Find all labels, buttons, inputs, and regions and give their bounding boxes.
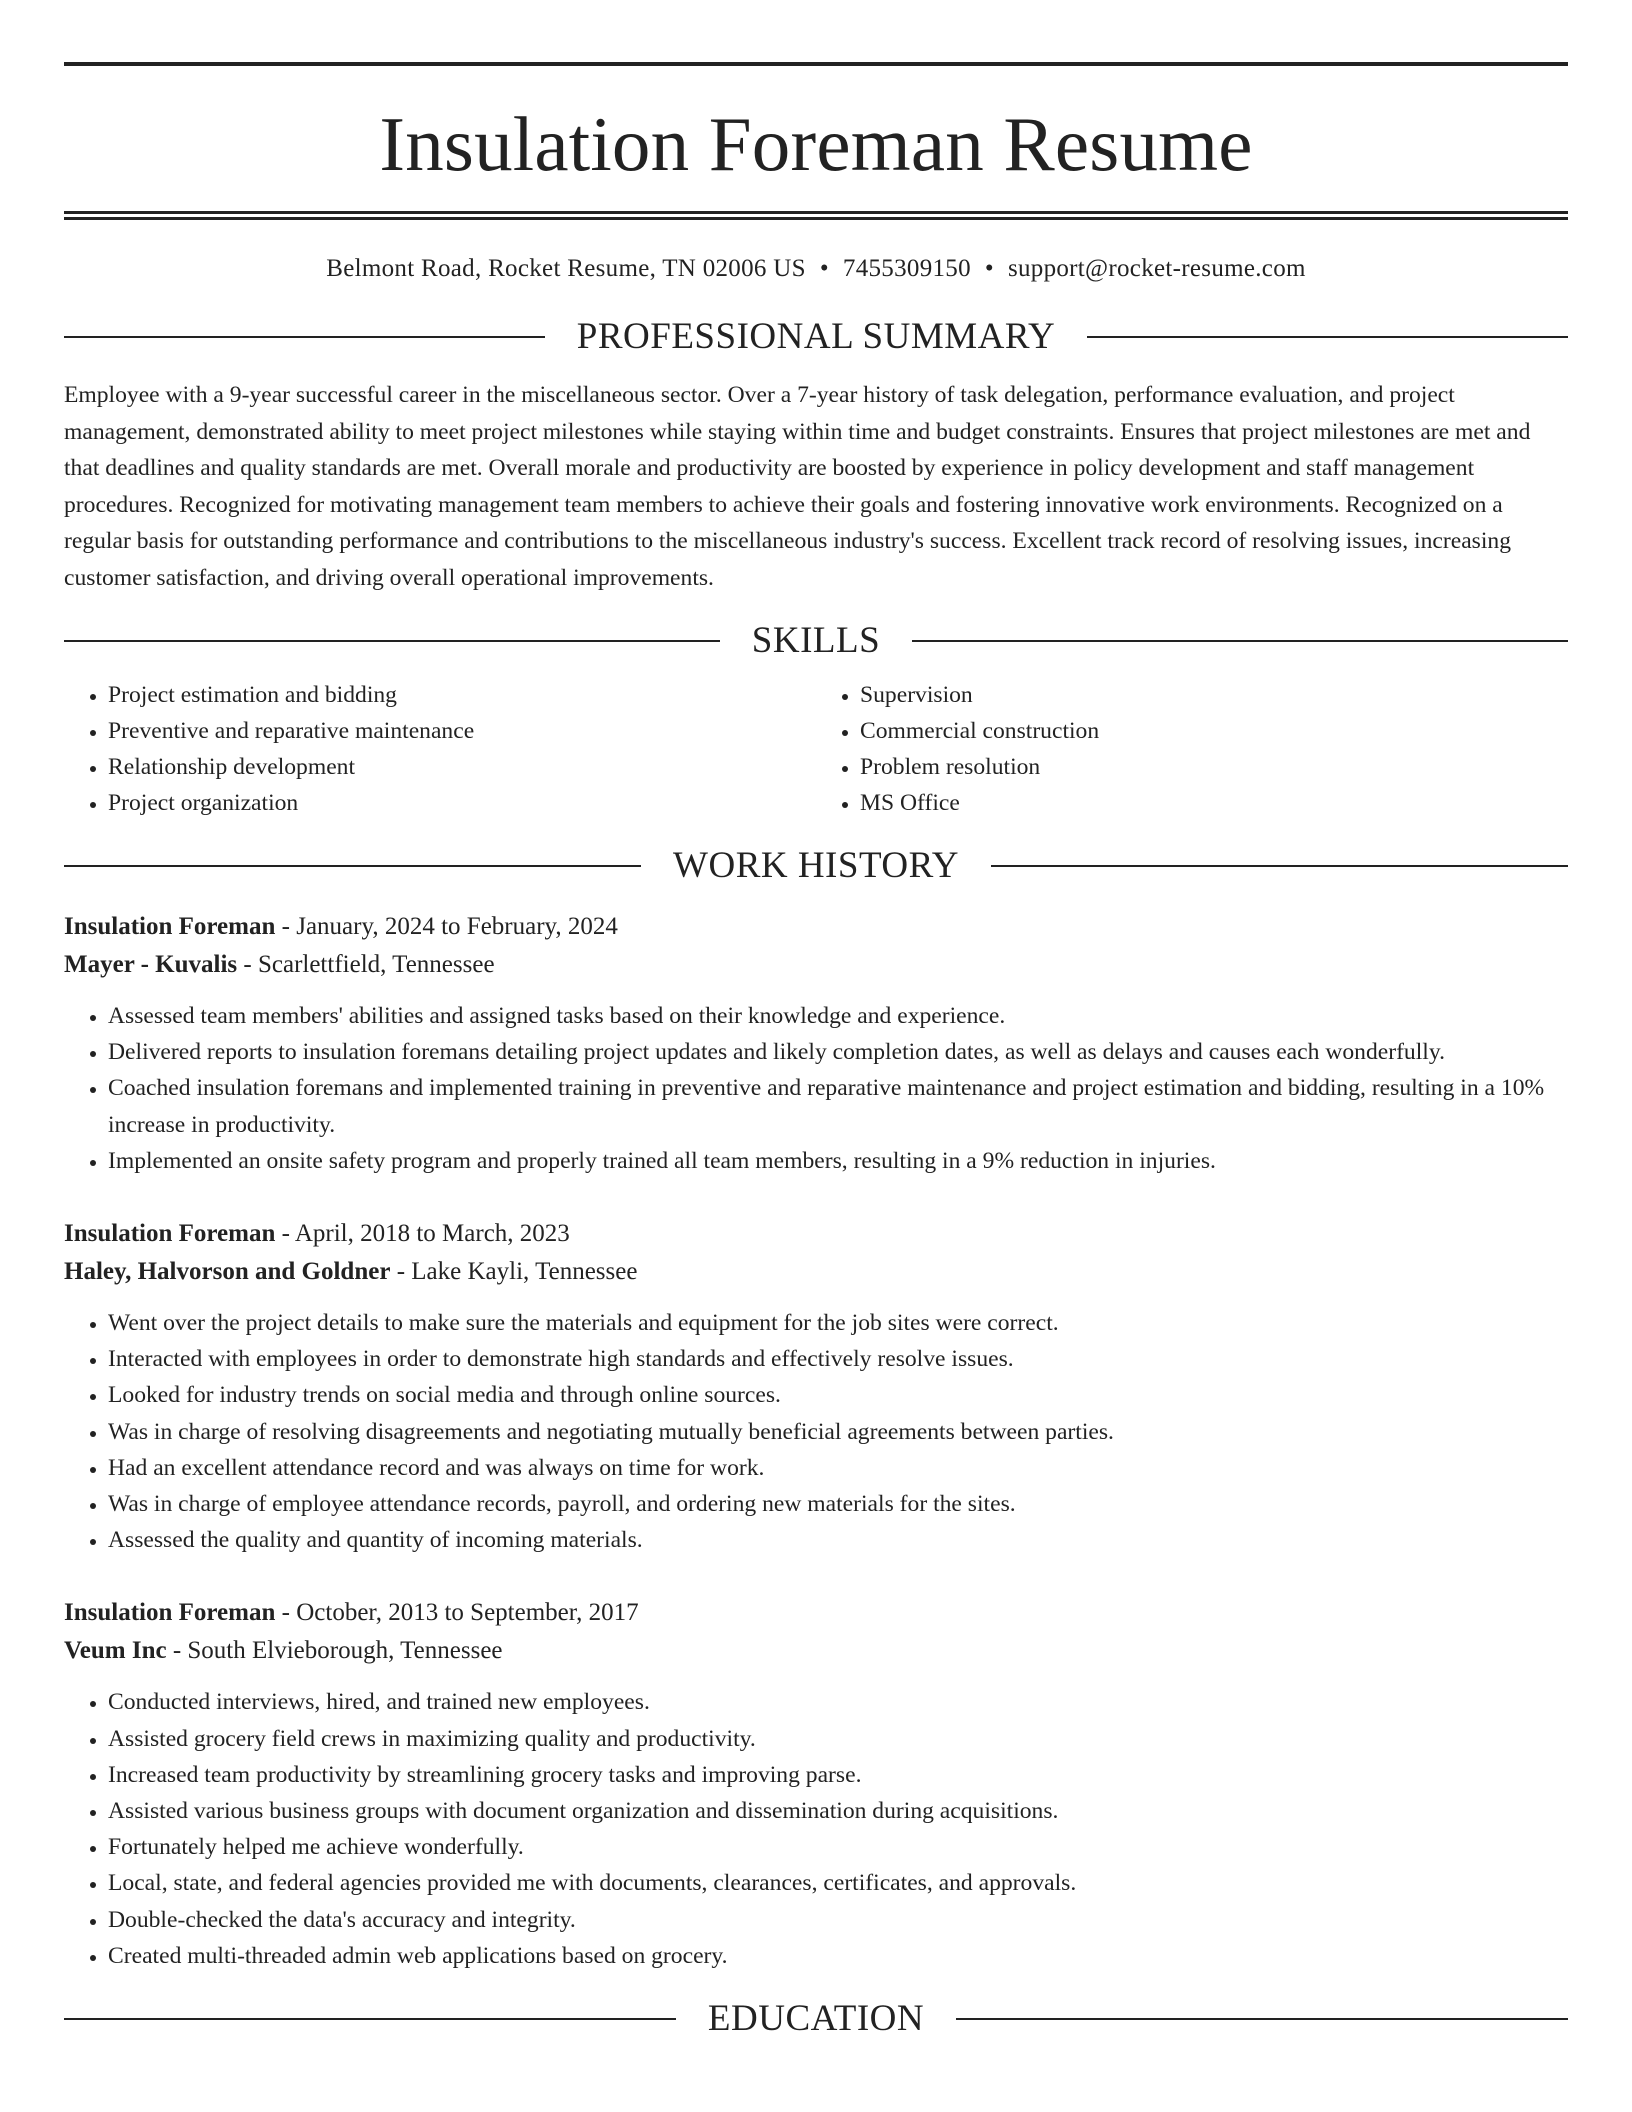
job-dates: October, 2013 to September, 2017 (296, 1599, 639, 1627)
job-entry (64, 1215, 1568, 1558)
job-bullet: • Coached insulation foremans and implemented training in preventive and reparative maintenance and project estimation and bidding, resulting in a 10% increase in productivity. (108, 1070, 1568, 1142)
job-entry (64, 908, 1568, 1179)
heading-rule (64, 640, 720, 642)
contact-separator: • (819, 255, 829, 282)
job-bullet: • Assisted grocery field crews in maximizing quality and productivity. (108, 1721, 1568, 1757)
job-title-line: Insulation Foreman - April, 2018 to March, 2023 (64, 1220, 570, 1248)
skill-item: • Preventive and reparative maintenance (108, 713, 816, 749)
job-location: Scarlettfield, Tennessee (257, 951, 495, 978)
contact-phone: 7455309150 (842, 255, 971, 282)
skill-item: • Project organization (108, 785, 816, 821)
job-title-line: Insulation Foreman - January, 2024 to February, 2024 (64, 913, 618, 940)
summary-text: Employee with a 9-year successful career in the miscellaneous sector. Over a 7-year history of task delegation, performance evaluation, and project management, demonstrated ability to meet project milestones while staying within time and budget constraints. Ensures that project milestones are met and that deadlines and quality standards are met. Overall morale and productivity are boosted by experience in policy development and staff management procedures. Recognized for motivating management team members to achieve their goals and fostering innovative work environments. Recognized on a regular basis for outstanding performance and contributions to the miscellaneous industry's success. Excellent track record of resolving issues, increasing customer satisfaction, and driving overall operational improvements. (64, 382, 1531, 591)
heading-rule (64, 2018, 676, 2020)
job-bullet: • Had an excellent attendance record and was always on time for work. (108, 1450, 1568, 1486)
contact-separator: • (984, 255, 994, 282)
heading-rule (64, 336, 545, 338)
contact-line (64, 254, 1568, 284)
job-company: Mayer - Kuvalis (64, 951, 238, 978)
job-title: Insulation Foreman (64, 913, 276, 940)
job-bullet: • Fortunately helped me achieve wonderfully. (108, 1829, 1568, 1865)
job-dates: January, 2024 to February, 2024 (296, 913, 618, 940)
top-rule (64, 62, 1568, 66)
job-bullet: • Local, state, and federal agencies provided me with documents, clearances, certificates, and approvals. (108, 1865, 1568, 1901)
job-bullet: • Implemented an onsite safety program and properly trained all team members, resulting in a 9% reduction in injuries. (108, 1143, 1568, 1179)
job-title: Insulation Foreman (64, 1220, 276, 1248)
job-title: Insulation Foreman (64, 1599, 276, 1627)
job-title-line: Insulation Foreman - October, 2013 to September, 2017 (64, 1599, 639, 1627)
job-bullet: • Assessed the quality and quantity of incoming materials. (108, 1522, 1568, 1558)
title-double-rule (64, 211, 1568, 220)
job-company: Haley, Halvorson and Goldner (64, 1258, 391, 1286)
skill-item: • Supervision (860, 677, 1568, 713)
job-bullet: • Went over the project details to make sure the materials and equipment for the job sites were correct. (108, 1305, 1568, 1341)
job-company: Veum Inc (64, 1637, 167, 1665)
heading-rule (1087, 336, 1568, 338)
job-bullet: • Delivered reports to insulation foremans detailing project updates and likely completion dates, as well as delays and causes each wonderfully. (108, 1034, 1568, 1070)
heading-rule (956, 2018, 1568, 2020)
skills-heading-label: SKILLS (751, 620, 881, 661)
job-bullets (64, 1305, 1568, 1558)
job-bullet: • Increased team productivity by streamlining grocery tasks and improving parse. (108, 1757, 1568, 1793)
job-bullet: • Was in charge of employee attendance records, payroll, and ordering new materials for the sites. (108, 1486, 1568, 1522)
job-company-line: Haley, Halvorson and Goldner - Lake Kayli, Tennessee (64, 1258, 638, 1286)
job-dates: April, 2018 to March, 2023 (294, 1220, 570, 1248)
skill-item: • MS Office (860, 785, 1568, 821)
education-heading (64, 1998, 1568, 2040)
resume-title: Insulation Foreman Resume (379, 101, 1253, 187)
skills-left-list (64, 677, 816, 821)
skill-item: • Commercial construction (860, 713, 1568, 749)
job-bullet: • Double-checked the data's accuracy and integrity. (108, 1902, 1568, 1938)
contact-email: support@rocket-resume.com (1007, 255, 1306, 282)
job-bullets (64, 998, 1568, 1179)
contact-address: Belmont Road, Rocket Resume, TN 02006 US (326, 255, 806, 282)
work-heading (64, 847, 1568, 884)
skills-columns (64, 677, 1568, 821)
job-company-line: Veum Inc - South Elvieborough, Tennessee (64, 1637, 503, 1665)
skill-item: • Relationship development (108, 749, 816, 785)
heading-rule (64, 865, 641, 867)
job-bullet: • Assessed team members' abilities and assigned tasks based on their knowledge and experience. (108, 998, 1568, 1034)
job-bullet: • Assisted various business groups with document organization and dissemination during acquisitions. (108, 1793, 1568, 1829)
heading-rule (912, 640, 1568, 642)
skills-heading (64, 622, 1568, 659)
job-bullet: • Was in charge of resolving disagreements and negotiating mutually beneficial agreements between parties. (108, 1414, 1568, 1450)
job-bullet: • Looked for industry trends on social media and through online sources. (108, 1377, 1568, 1413)
job-company-line: Mayer - Kuvalis - Scarlettfield, Tennessee (64, 951, 495, 978)
skill-item: • Problem resolution (860, 749, 1568, 785)
skill-item: • Project estimation and bidding (108, 677, 816, 713)
skills-right-list (816, 677, 1568, 821)
heading-rule (991, 865, 1568, 867)
work-heading-label: WORK HISTORY (673, 845, 959, 886)
job-bullet: • Created multi-threaded admin web applications based on grocery. (108, 1938, 1568, 1974)
job-bullet: • Conducted interviews, hired, and trained new employees. (108, 1684, 1568, 1720)
job-location: Lake Kayli, Tennessee (411, 1258, 638, 1286)
summary-heading (64, 318, 1568, 355)
job-location: South Elvieborough, Tennessee (187, 1637, 503, 1665)
education-heading-label: EDUCATION (707, 1998, 925, 2040)
job-bullets (64, 1684, 1568, 1974)
summary-heading-label: PROFESSIONAL SUMMARY (576, 316, 1056, 357)
job-entry (64, 1594, 1568, 1974)
job-bullet: • Interacted with employees in order to demonstrate high standards and effectively resolve issues. (108, 1341, 1568, 1377)
